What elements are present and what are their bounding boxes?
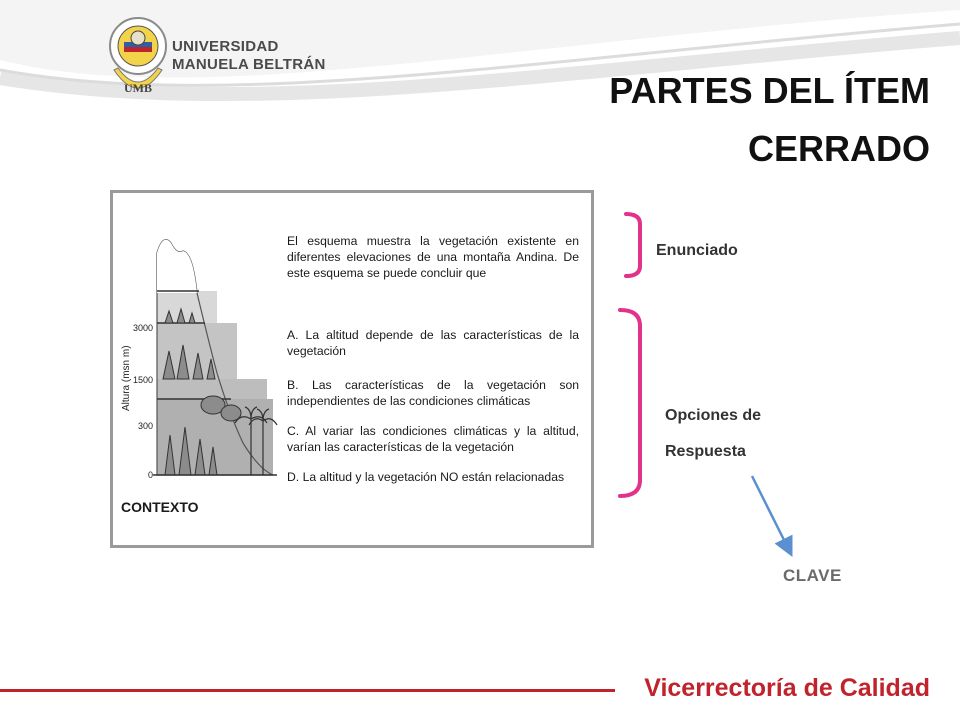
item-stem: El esquema muestra la vegetación existente en diferentes elevaciones de una montaña Andina. De este esquema se puede concluir que — [287, 234, 579, 280]
footer-text: Vicerrectoría de Calidad — [644, 674, 930, 702]
context-label: CONTEXTO — [121, 499, 199, 515]
university-name-line2: MANUELA BELTRÁN — [172, 56, 326, 73]
y-tick-3000: 3000 — [132, 323, 153, 333]
y-tick-1500: 1500 — [132, 375, 153, 385]
option-c: C. Al variar las condiciones climáticas y la altitud, varían las características de la vegetación — [287, 424, 579, 454]
closed-item-box — [110, 190, 594, 548]
slide-title-line2: CERRADO — [747, 128, 930, 169]
university-name-line1: UNIVERSIDAD — [172, 38, 279, 55]
logo-text: UMB — [124, 81, 152, 95]
option-d: D. La altitud y la vegetación NO están relacionadas — [287, 470, 565, 484]
university-seal-icon — [108, 14, 168, 104]
y-axis-label: Altura (msn m) — [121, 345, 132, 411]
y-tick-0: 0 — [147, 470, 153, 480]
options-brace — [614, 306, 648, 500]
university-name — [172, 38, 326, 74]
key-arrow-icon — [740, 470, 810, 570]
y-tick-300: 300 — [137, 421, 153, 431]
option-b: B. Las características de la vegetación son independientes de las condiciones climáticas — [287, 378, 579, 408]
mountain-vegetation-diagram — [113, 193, 283, 493]
options-label-line1: Opciones de — [665, 407, 762, 424]
options-label-line2: Respuesta — [665, 443, 746, 460]
footer-divider — [0, 689, 615, 692]
options-label — [665, 398, 761, 470]
key-label: CLAVE — [783, 566, 842, 585]
option-a: A. La altitud depende de las características de la vegetación — [287, 328, 579, 358]
stem-brace — [620, 210, 646, 280]
slide-title-line1: PARTES DEL ÍTEM — [609, 70, 930, 111]
slide-title — [510, 62, 930, 178]
stem-label: Enunciado — [656, 242, 738, 259]
